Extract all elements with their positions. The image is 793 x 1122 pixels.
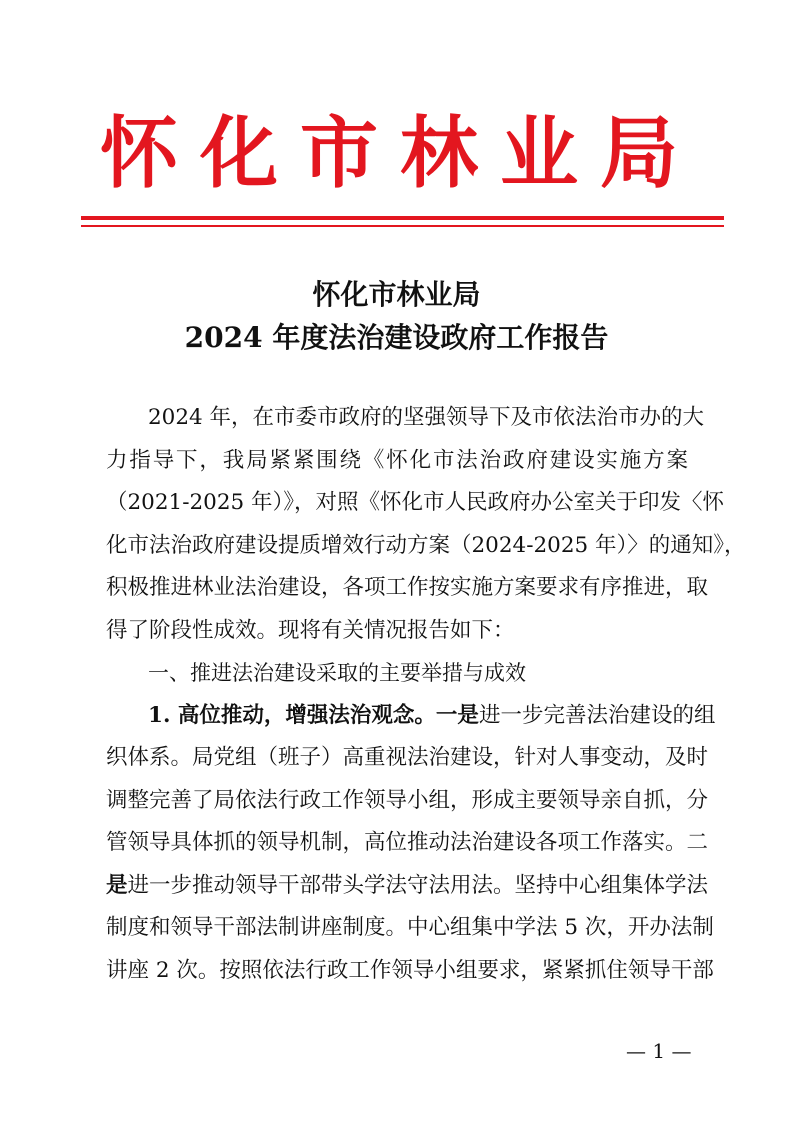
paragraph-line: 制度和领导干部法制讲座制度。中心组集中学法 5 次，开办法制 [106, 915, 714, 940]
paragraph-line: 化市法治政府建设提质增效行动方案（2024-2025 年）〉的通知》， [106, 532, 746, 558]
paragraph-line: 调整完善了局依法行政工作领导小组，形成主要领导亲自抓，分 [106, 787, 709, 813]
letterhead-rule-thin [81, 225, 724, 227]
item-line-rest: 进一步推动领导干部带头学法守法用法。坚持中心组集体学法 [127, 872, 709, 898]
item-lead-bold: 是 [106, 872, 128, 898]
paragraph-line: 积极推进林业法治建设，各项工作按实施方案要求有序推进，取 [106, 575, 709, 600]
paragraph-line [148, 696, 716, 736]
paragraph-line [106, 866, 709, 906]
paragraph-line: 管领导具体抓的领导机制，高位推动法治建设各项工作落实。二 [106, 830, 709, 855]
item-lead-rest: 进一步完善法治建设的组 [478, 702, 716, 728]
paragraph-line: 织体系。局党组（班子）高重视法治建设，针对人事变动，及时 [106, 745, 709, 770]
paragraph-line: 2024 年，在市委市政府的坚强领导下及市依法治市办的大 [148, 405, 705, 430]
page-number: — 1 — [626, 1039, 692, 1063]
section-heading: 一、推进法治建设采取的主要举措与成效 [148, 661, 526, 685]
paragraph-line: （2021-2025 年）》，对照《怀化市人民政府办公室关于印发〈怀 [106, 490, 725, 515]
paragraph-line: 得了阶段性成效。现将有关情况报告如下： [106, 617, 515, 643]
paragraph-line: 力指导下，我局紧紧围绕《怀化市法治政府建设实施方案 [106, 447, 688, 473]
document-title-line2: 2024 年度法治建设政府工作报告 [184, 321, 609, 354]
org-letterhead-title: 怀化市林业局 [100, 109, 701, 199]
letterhead-rule-thick [81, 216, 724, 220]
item-lead-bold: 1. 高位推动，增强法治观念。一是 [148, 702, 479, 728]
paragraph-line: 讲座 2 次。按照依法行政工作领导小组要求，紧紧抓住领导干部 [106, 957, 714, 983]
document-title-line1: 怀化市林业局 [312, 278, 481, 311]
